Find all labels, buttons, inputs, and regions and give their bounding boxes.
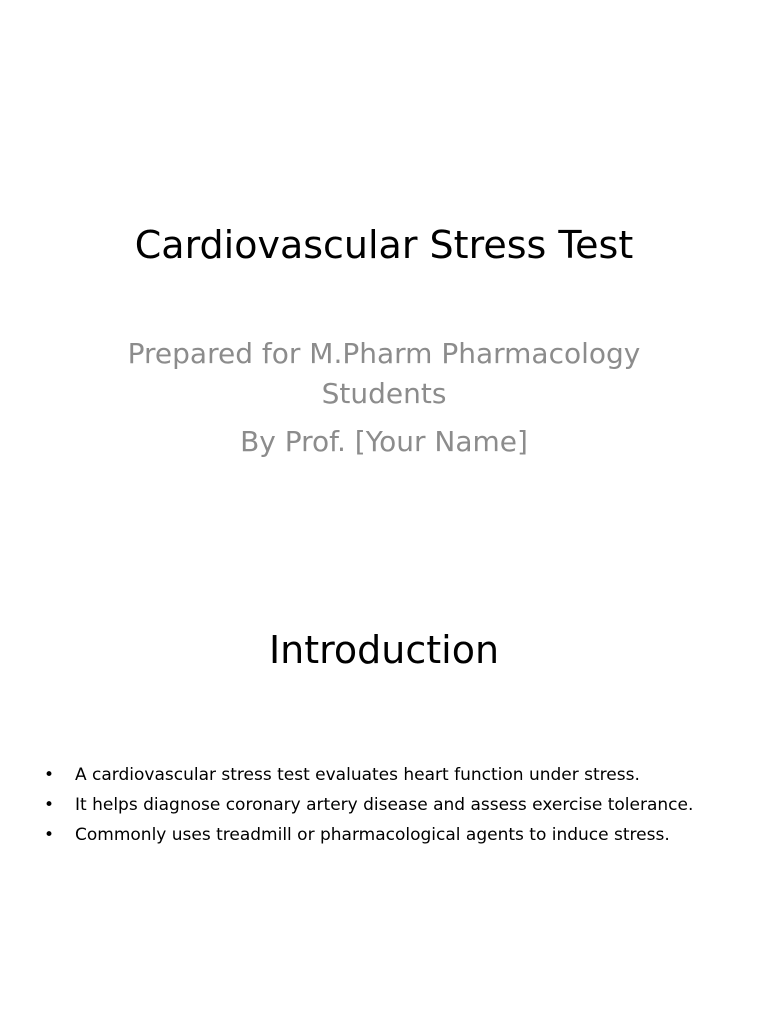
bullet-text: It helps diagnose coronary artery disease and assess exercise tolerance. [75,795,694,815]
subtitle-line: Prepared for M.Pharm Pharmacology [127,337,641,370]
slide-title: Introduction [268,628,500,672]
slide-subtitle [100,334,668,462]
list-item [44,790,744,820]
bullet-text: A cardiovascular stress test evaluates heart function under stress. [75,765,640,785]
bullet-icon: • [44,765,55,785]
bullet-icon: • [44,795,55,815]
introduction-slide [0,576,768,1024]
list-item [44,760,744,790]
author-line: By Prof. [Your Name] [240,425,528,458]
slide-title: Cardiovascular Stress Test [134,223,634,267]
bullet-text: Commonly uses treadmill or pharmacological agents to induce stress. [75,825,670,845]
subtitle-line: Students [321,377,447,410]
bullet-list [44,760,744,850]
bullet-icon: • [44,825,55,845]
list-item [44,820,744,850]
